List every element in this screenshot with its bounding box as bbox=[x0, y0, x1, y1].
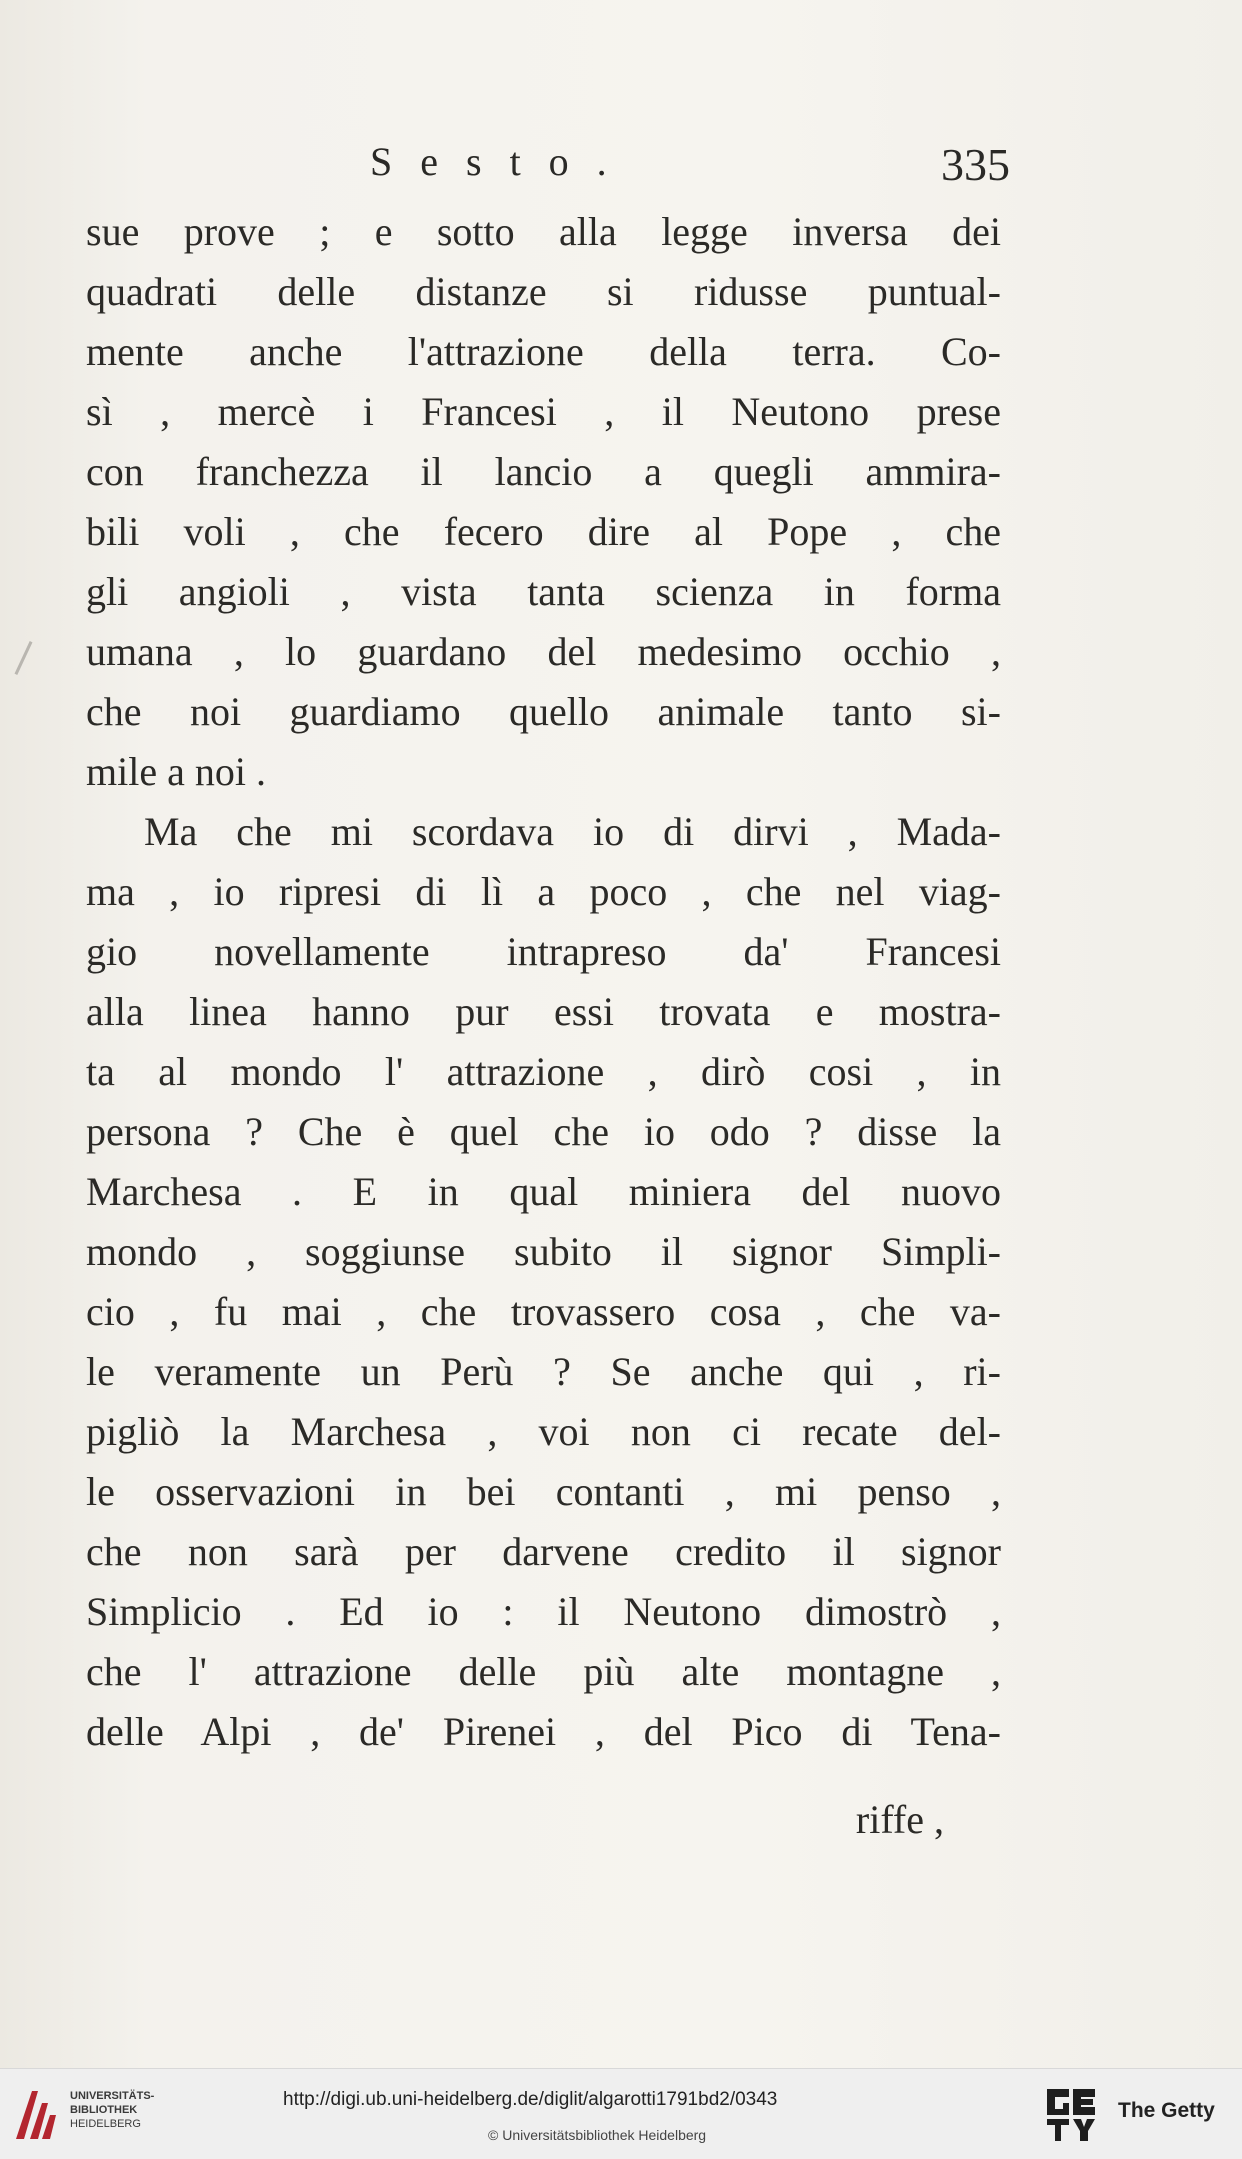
text-line: mile a noi . bbox=[86, 749, 266, 794]
institution-line: UNIVERSITÄTS- bbox=[70, 2090, 155, 2102]
body-text bbox=[86, 202, 1001, 1762]
running-head bbox=[370, 138, 1010, 198]
copyright-notice: © Universitätsbibliothek Heidelberg bbox=[488, 2127, 707, 2143]
text-line: umana , lo guardano del medesimo occhio , bbox=[86, 629, 1001, 674]
text-line: Ma che mi scordava io di dirvi , Mada- bbox=[144, 809, 1001, 854]
text-line: Simplicio . Ed io : il Neutono dimostrò , bbox=[86, 1589, 1001, 1634]
text-line: persona ? Che è quel che io odo ? disse la bbox=[86, 1109, 1001, 1154]
text-line: gio novellamente intrapreso da' Francesi bbox=[86, 929, 1001, 974]
institution-name bbox=[70, 2089, 154, 2131]
text-line: bili voli , che fecero dire al Pope , che bbox=[86, 509, 1001, 554]
text-line: sì , mercè i Francesi , il Neutono prese bbox=[86, 389, 1001, 434]
text-line: alla linea hanno pur essi trovata e mostra- bbox=[86, 989, 1001, 1034]
running-head-title: Sesto. bbox=[370, 139, 635, 184]
text-line: ta al mondo l' attrazione , dirò cosi , in bbox=[86, 1049, 1001, 1094]
text-line: le veramente un Perù ? Se anche qui , ri- bbox=[86, 1349, 1001, 1394]
text-line: con franchezza il lancio a quegli ammira- bbox=[86, 449, 1001, 494]
text-line: le osservazioni in bei contanti , mi penso , bbox=[86, 1469, 1001, 1514]
partner-name: The Getty bbox=[1118, 2099, 1215, 2122]
text-line: Marchesa . E in qual miniera del nuovo bbox=[86, 1169, 1001, 1214]
institution-line: BIBLIOTHEK bbox=[70, 2104, 138, 2116]
margin-mark bbox=[15, 641, 33, 675]
text-line: cio , fu mai , che trovassero cosa , che va- bbox=[86, 1289, 1001, 1334]
catchword: riffe , bbox=[855, 1797, 944, 1842]
text-line: che l' attrazione delle più alte montagne , bbox=[86, 1649, 1001, 1694]
text-line: mondo , soggiunse subito il signor Simpli- bbox=[86, 1229, 1001, 1274]
footer-bar bbox=[0, 2068, 1242, 2159]
text-line: pigliò la Marchesa , voi non ci recate del- bbox=[86, 1409, 1001, 1454]
text-line: gli angioli , vista tanta scienza in forma bbox=[86, 569, 1001, 614]
text-line: che noi guardiamo quello animale tanto si- bbox=[86, 689, 1001, 734]
institution-line: HEIDELBERG bbox=[70, 2118, 141, 2130]
getty-logo-icon bbox=[1043, 2085, 1099, 2143]
text-line: sue prove ; e sotto alla legge inversa dei bbox=[86, 209, 1001, 254]
university-library-logo-icon bbox=[12, 2085, 60, 2143]
page-number: 335 bbox=[941, 139, 1010, 190]
permalink-url[interactable]: http://digi.ub.uni-heidelberg.de/diglit/algarotti1791bd2/0343 bbox=[283, 2089, 778, 2110]
text-line: delle Alpi , de' Pirenei , del Pico di Tena- bbox=[86, 1709, 1001, 1754]
text-line: che non sarà per darvene credito il signor bbox=[86, 1529, 1001, 1574]
text-line: mente anche l'attrazione della terra. Co- bbox=[86, 329, 1001, 374]
text-line: quadrati delle distanze si ridusse puntual- bbox=[86, 269, 1001, 314]
text-line: ma , io ripresi di lì a poco , che nel viag- bbox=[86, 869, 1001, 914]
